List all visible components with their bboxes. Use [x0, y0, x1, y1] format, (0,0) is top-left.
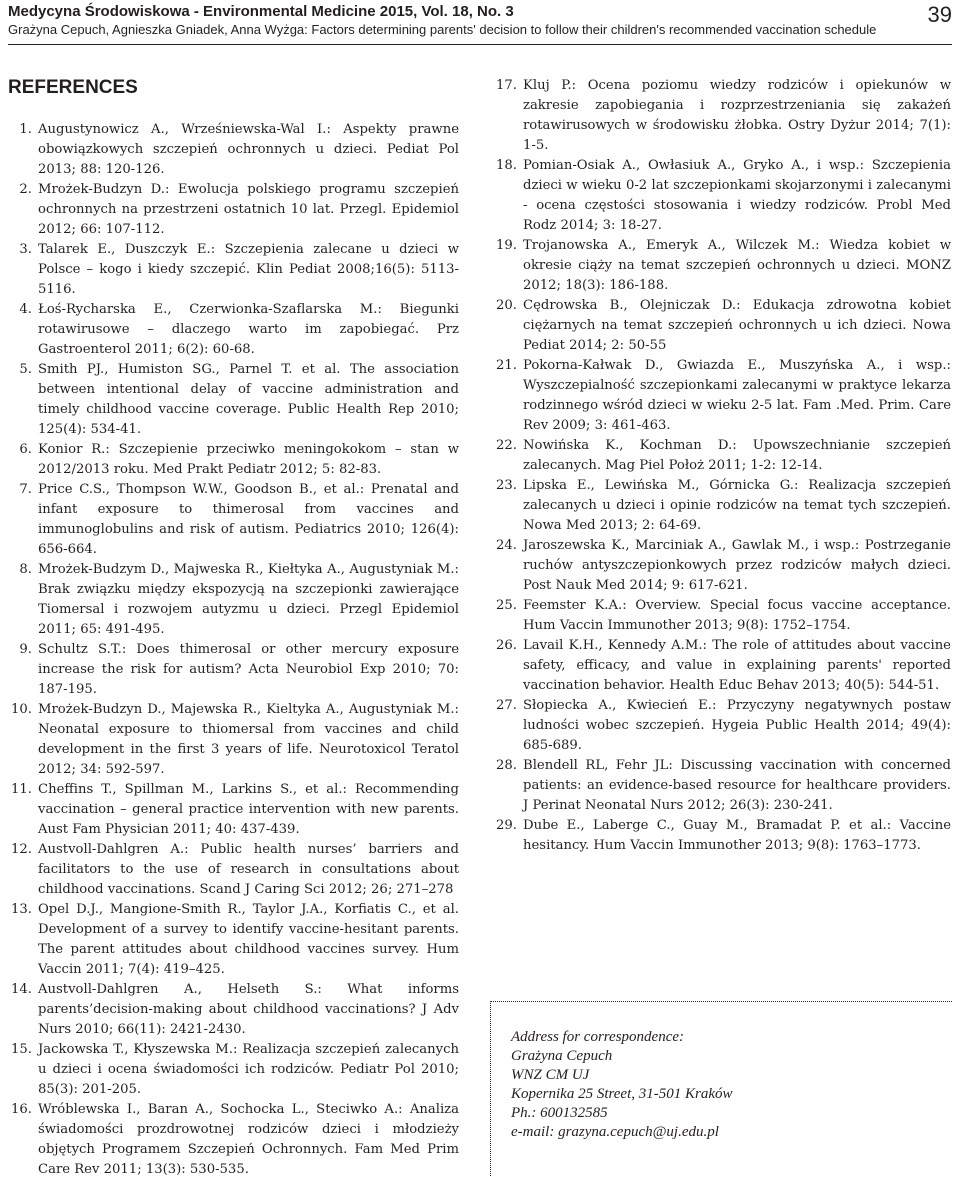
reference-text: Mrożek-Budzym D., Majweska R., Kiełtyka A., Augustyniak M.: Brak związku między ekspozycją na szczepionki zawierające Tiomersal i rozwojem autyzmu u dzieci. Przegl Epidemiol 2011; 65: 491-495. [38, 562, 459, 637]
reference-number: 4. [19, 302, 32, 317]
reference-text: Cheffins T., Spillman M., Larkins S., et al.: Recommending vaccination – general practice intervention with new parents. Aust Fam Physician 2011; 40: 437-439. [38, 782, 459, 837]
reference-text: Jaroszewska K., Marciniak A., Gawlak M., i wsp.: Postrzeganie ruchów antyszczepionkowych przez rodziców małych dzieci. Post Nauk Med 2014; 9: 617-621. [523, 538, 951, 593]
reference-item [8, 1100, 459, 1180]
reference-text: Kluj P.: Ocena poziomu wiedzy rodziców i opiekunów w zakresie zapobiegania i rozprzestrzeniania się zakażeń rotawirusowych w środowisku żłobka. Ostry Dyżur 2014; 7(1): 1-5. [523, 78, 951, 153]
reference-number: 3. [19, 242, 32, 257]
reference-item [8, 360, 459, 440]
reference-text: Pomian-Osiak A., Owłasiuk A., Gryko A., i wsp.: Szczepienia dzieci w wieku 0-2 lat szczepionkami skojarzonymi i zalecanymi - ocena częstości stosowania i wiedzy rodziców. Probl Med Rodz 2014; 3: 18-27. [523, 158, 951, 233]
reference-item [493, 236, 951, 296]
reference-number: 14. [11, 982, 32, 997]
reference-item [493, 596, 951, 636]
reference-item [8, 640, 459, 700]
reference-text: Nowińska K., Kochman D.: Upowszechnianie szczepień zalecanych. Mag Piel Położ 2011; 1-2: 12-14. [523, 438, 951, 473]
reference-number: 19. [496, 238, 517, 253]
reference-text: Pokorna-Kałwak D., Gwiazda E., Muszyńska A., i wsp.: Wyszczepialność szczepionkami zalecanymi w praktyce lekarza rodzinnego wśród dzieci w wieku 2-5 lat. Fam .Med. Prim. Care Rev 2009; 3: 461-463. [523, 358, 951, 433]
reference-text: Schultz S.T.: Does thimerosal or other mercury exposure increase the risk for autism? Acta Neurobiol Exp 2010; 70: 187-195. [38, 642, 459, 697]
reference-number: 18. [496, 158, 517, 173]
reference-number: 20. [496, 298, 517, 313]
correspondence-heading: Address for correspondence: [511, 1029, 685, 1045]
reference-item [8, 120, 459, 180]
reference-number: 2. [19, 182, 32, 197]
header-rule [8, 44, 952, 45]
reference-number: 16. [11, 1102, 32, 1117]
running-title: Grażyna Cepuch, Agnieszka Gniadek, Anna Wyżga: Factors determining parents' decision to follow their children's recommended vaccination schedule [8, 22, 877, 37]
reference-number: 5. [19, 362, 32, 377]
reference-number: 27. [496, 698, 517, 713]
reference-number: 25. [496, 598, 517, 613]
reference-number: 26. [496, 638, 517, 653]
reference-item [493, 756, 951, 816]
reference-item [493, 296, 951, 356]
reference-number: 6. [19, 442, 32, 457]
reference-number: 11. [11, 782, 32, 797]
reference-text: Jackowska T., Kłyszewska M.: Realizacja szczepień zalecanych u dzieci i ocena świadomości ich rodziców. Pediatr Pol 2010; 85(3): 201-205. [38, 1042, 459, 1097]
reference-number: 15. [11, 1042, 32, 1057]
reference-text: Łoś-Rycharska E., Czerwionka-Szaflarska M.: Biegunki rotawirusowe – dlaczego warto im zapobiegać. Prz Gastroenterol 2011; 6(2): 60-68. [38, 302, 459, 357]
reference-text: Lavail K.H., Kennedy A.M.: The role of attitudes about vaccine safety, efficacy, and value in explaining parents' reported vaccination behavior. Health Educ Behav 2013; 40(5): 544-51. [523, 638, 951, 693]
reference-item [8, 180, 459, 240]
reference-text: Dube E., Laberge C., Guay M., Bramadat P. et al.: Vaccine hesitancy. Hum Vaccin Immunother 2013; 9(8): 1763–1773. [523, 818, 951, 853]
reference-text: Austvoll-Dahlgren A., Helseth S.: What informs parents’decision-making about childhood vaccinations? J Adv Nurs 2010; 66(11): 2421-2430. [38, 982, 459, 1037]
reference-item [8, 560, 459, 640]
reference-text: Feemster K.A.: Overview. Special focus vaccine acceptance. Hum Vaccin Immunother 2013; 9(8): 1752–1754. [523, 598, 951, 633]
reference-item [493, 636, 951, 696]
reference-item [8, 300, 459, 360]
reference-text: Price C.S., Thompson W.W., Goodson B., et al.: Prenatal and infant exposure to thimerosal from vaccines and immunoglobulins and risk of autism. Pediatrics 2010; 126(4): 656-664. [38, 482, 459, 557]
reference-item [493, 476, 951, 536]
reference-item [493, 356, 951, 436]
reference-text: Wróblewska I., Baran A., Sochocka L., Steciwko A.: Analiza świadomości prozdrowotnej rodziców dzieci i młodzieży objętych Programem Szczepień Ochronnych. Fam Med Prim Care Rev 2011; 13(3): 530-535. [38, 1102, 459, 1177]
reference-text: Blendell RL, Fehr JL: Discussing vaccination with concerned patients: an evidence-based resource for healthcare providers. J Perinat Neonatal Nurs 2012; 26(3): 230-241. [523, 758, 951, 813]
reference-item [493, 816, 951, 856]
correspondence-name: Grażyna Cepuch [511, 1048, 613, 1064]
reference-number: 29. [496, 818, 517, 833]
references-heading: REFERENCES [8, 77, 138, 98]
reference-item [8, 840, 459, 900]
correspondence-box [490, 1001, 952, 1176]
page-number: 39 [927, 2, 952, 27]
reference-text: Augustynowicz A., Wrześniewska-Wal I.: Aspekty prawne obowiązkowych szczepień ochronnych u dzieci. Pediat Pol 2013; 88: 120-126. [38, 122, 459, 177]
references-left-column [8, 120, 459, 1180]
reference-number: 21. [496, 358, 517, 373]
reference-text: Smith PJ., Humiston SG., Parnel T. et al. The association between intentional delay of vaccine administration and timely childhood vaccine coverage. Public Health Rep 2010; 125(4): 534-41. [38, 362, 459, 437]
reference-number: 28. [496, 758, 517, 773]
reference-text: Słopiecka A., Kwiecień E.: Przyczyny negatywnych postaw ludności wobec szczepień. Hygeia Public Health 2014; 49(4): 685-689. [523, 698, 951, 753]
correspondence-phone: Ph.: 600132585 [511, 1105, 608, 1121]
reference-number: 13. [11, 902, 32, 917]
references-right-column [493, 76, 951, 856]
reference-item [493, 156, 951, 236]
reference-item [8, 240, 459, 300]
reference-item [493, 76, 951, 156]
reference-item [8, 480, 459, 560]
reference-number: 24. [496, 538, 517, 553]
correspondence-institution: WNZ CM UJ [511, 1067, 590, 1083]
reference-text: Mrożek-Budzyn D.: Ewolucja polskiego programu szczepień ochronnych na przestrzeni ostatnich 10 lat. Przegl. Epidemiol 2012; 66: 107-112. [38, 182, 459, 237]
reference-item [8, 700, 459, 780]
correspondence-email: e-mail: grazyna.cepuch@uj.edu.pl [511, 1124, 719, 1140]
reference-number: 17. [496, 78, 517, 93]
reference-number: 23. [496, 478, 517, 493]
journal-title: Medycyna Środowiskowa - Environmental Medicine 2015, Vol. 18, No. 3 [8, 3, 514, 20]
reference-number: 8. [19, 562, 32, 577]
reference-item [493, 536, 951, 596]
reference-number: 12. [11, 842, 32, 857]
reference-item [8, 1040, 459, 1100]
reference-item [8, 900, 459, 980]
reference-number: 7. [19, 482, 32, 497]
page-header [8, 2, 952, 38]
reference-item [8, 440, 459, 480]
reference-number: 1. [19, 122, 32, 137]
reference-item [493, 696, 951, 756]
reference-number: 22. [496, 438, 517, 453]
reference-text: Konior R.: Szczepienie przeciwko meningokokom – stan w 2012/2013 roku. Med Prakt Pediatr 2012; 5: 82-83. [38, 442, 459, 477]
reference-text: Cędrowska B., Olejniczak D.: Edukacja zdrowotna kobiet ciężarnych na temat szczepień ochronnych u ich dzieci. Nowa Pediat 2014; 2: 50-55 [523, 298, 951, 353]
reference-item [8, 980, 459, 1040]
reference-text: Opel D.J., Mangione-Smith R., Taylor J.A., Korfiatis C., et al. Development of a survey to identify vaccine-hesitant parents. The parent attitudes about childhood vaccines survey. Hum Vaccin 2011; 7(4): 419–425. [38, 902, 459, 977]
reference-number: 9. [19, 642, 32, 657]
reference-text: Talarek E., Duszczyk E.: Szczepienia zalecane u dzieci w Polsce – kogo i kiedy szczepić. Klin Pediat 2008;16(5): 5113-5116. [38, 242, 459, 297]
reference-text: Austvoll-Dahlgren A.: Public health nurses’ barriers and facilitators to the use of research in consultations about childhood vaccinations. Scand J Caring Sci 2012; 26; 271–278 [38, 842, 459, 897]
reference-text: Mrożek-Budzyn D., Majewska R., Kieltyka A., Augustyniak M.: Neonatal exposure to thiomersal from vaccines and child development in the first 3 years of life. Neurotoxicol Teratol 2012; 34: 592-597. [38, 702, 459, 777]
reference-item [8, 780, 459, 840]
reference-item [493, 436, 951, 476]
reference-number: 10. [11, 702, 32, 717]
reference-text: Lipska E., Lewińska M., Górnicka G.: Realizacja szczepień zalecanych u dzieci i opinie rodziców na temat tych szczepień. Nowa Med 2013; 2: 64-69. [523, 478, 951, 533]
reference-text: Trojanowska A., Emeryk A., Wilczek M.: Wiedza kobiet w okresie ciąży na temat szczepień ochronnych u dzieci. MONZ 2012; 18(3): 186-188. [523, 238, 951, 293]
correspondence-street: Kopernika 25 Street, 31-501 Kraków [511, 1086, 733, 1102]
